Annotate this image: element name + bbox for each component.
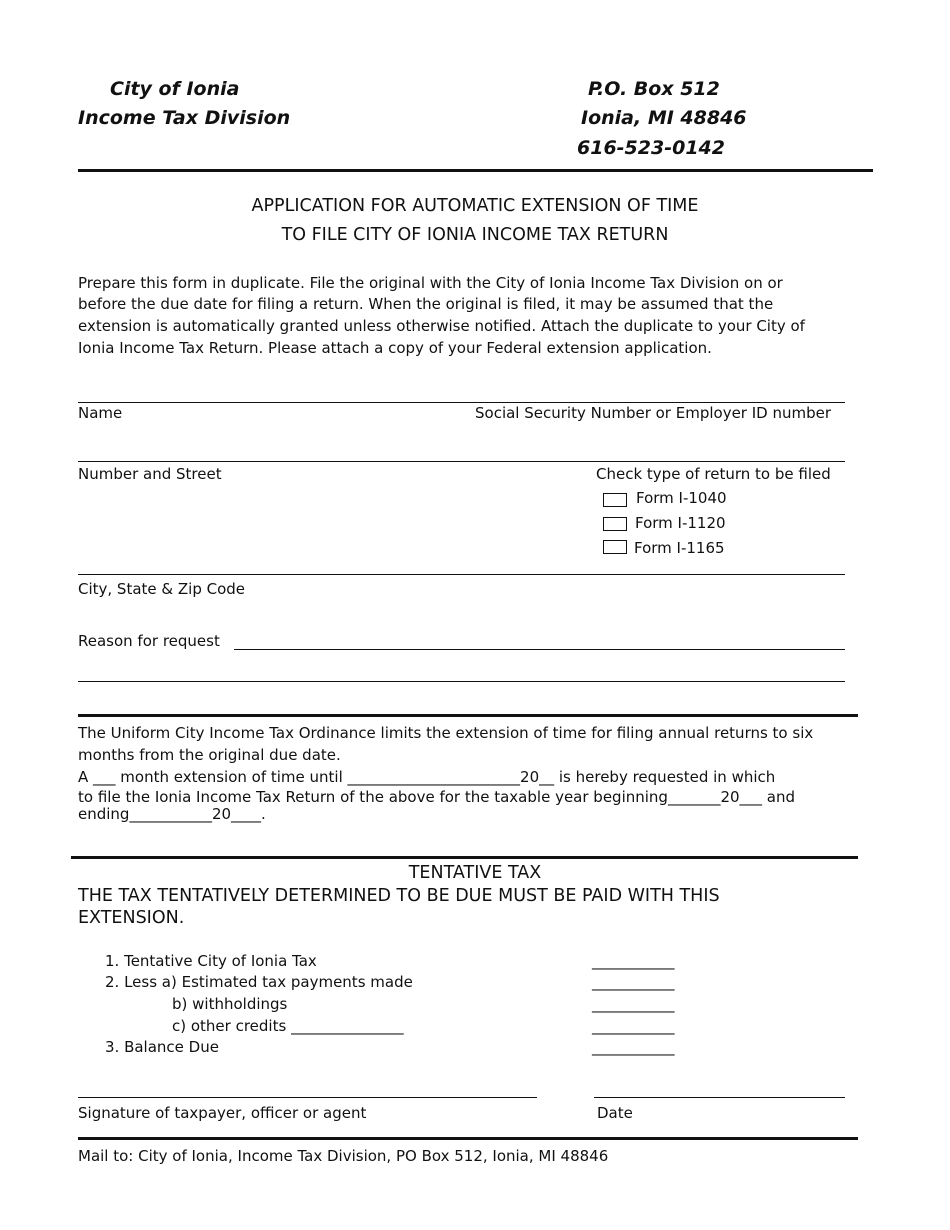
checkbox-form-i-1165[interactable] (603, 540, 627, 554)
form-i-1120-label: Form I-1120 (635, 514, 726, 532)
checkbox-form-i-1120[interactable] (603, 517, 627, 531)
checkbox-form-i-1040[interactable] (603, 493, 627, 507)
city-state-zip: Ionia, MI 48846 (581, 107, 747, 129)
city-label: City, State & Zip Code (78, 580, 246, 598)
tax-item-2: 2. Less a) Estimated tax payments made (105, 973, 413, 991)
amount-blank-2[interactable]: ___________ (592, 973, 675, 991)
ssn-label: Social Security Number or Employer ID number (475, 404, 832, 422)
instructions-line2: before the due date for filing a return. When the original is filed, it may be assumed that the (78, 295, 774, 313)
instructions-line3: extension is automatically granted unless otherwise notified. Attach the duplicate to your City of (78, 317, 805, 335)
signature-line[interactable] (78, 1097, 537, 1098)
reason-line2[interactable] (78, 681, 845, 682)
street-line[interactable] (78, 461, 845, 462)
amount-blank-2c[interactable]: ___________ (592, 1017, 675, 1035)
tax-item-2c: c) other credits _______________ (172, 1017, 404, 1035)
tax-item-3: 3. Balance Due (105, 1038, 219, 1056)
mail-to-address: Mail to: City of Ionia, Income Tax Division, PO Box 512, Ionia, MI 48846 (78, 1147, 609, 1165)
form-title-line2: TO FILE CITY OF IONIA INCOME TAX RETURN (281, 225, 669, 245)
city-line[interactable] (78, 574, 845, 575)
ordinance-divider (78, 714, 858, 717)
name-label: Name (78, 404, 123, 422)
date-label: Date (597, 1104, 633, 1122)
name-line[interactable] (78, 402, 845, 403)
ordinance-line1: The Uniform City Income Tax Ordinance limits the extension of time for filing annual returns to six (78, 724, 814, 742)
tentative-divider (71, 856, 858, 859)
check-type-label: Check type of return to be filed (596, 465, 831, 483)
footer-divider (78, 1137, 858, 1140)
tentative-notice-line1: THE TAX TENTATIVELY DETERMINED TO BE DUE MUST BE PAID WITH THIS (78, 886, 720, 906)
extension-request-line3: ending___________20____. (78, 805, 266, 823)
date-line[interactable] (594, 1097, 845, 1098)
street-label: Number and Street (78, 465, 222, 483)
tentative-notice-line2: EXTENSION. (78, 908, 185, 928)
tax-item-1: 1. Tentative City of Ionia Tax (105, 952, 317, 970)
extension-request-line1: A ___ month extension of time until _______________________20__ is hereby requested in which (78, 768, 776, 786)
ordinance-line2: months from the original due date. (78, 746, 341, 764)
city-name: City of Ionia (110, 78, 240, 100)
reason-line1[interactable] (234, 649, 845, 650)
header-divider (78, 169, 873, 172)
form-title-line1: APPLICATION FOR AUTOMATIC EXTENSION OF TIME (251, 196, 699, 216)
phone-number: 616-523-0142 (577, 137, 725, 159)
amount-blank-2b[interactable]: ___________ (592, 995, 675, 1013)
amount-blank-3[interactable]: ___________ (592, 1038, 675, 1056)
extension-request-line2: to file the Ionia Income Tax Return of the above for the taxable year beginning_______20___ and (78, 788, 796, 806)
tentative-tax-heading: TENTATIVE TAX (408, 863, 542, 883)
instructions-line4: Ionia Income Tax Return. Please attach a copy of your Federal extension application. (78, 339, 712, 357)
form-i-1040-label: Form I-1040 (636, 489, 727, 507)
po-box: P.O. Box 512 (588, 78, 720, 100)
form-i-1165-label: Form I-1165 (634, 539, 725, 557)
division-name: Income Tax Division (78, 107, 291, 129)
reason-label: Reason for request (78, 632, 220, 650)
amount-blank-1[interactable]: ___________ (592, 952, 675, 970)
tax-item-2b: b) withholdings (172, 995, 288, 1013)
instructions-line1: Prepare this form in duplicate. File the original with the City of Ionia Income Tax Division on or (78, 274, 783, 292)
signature-label: Signature of taxpayer, officer or agent (78, 1104, 367, 1122)
